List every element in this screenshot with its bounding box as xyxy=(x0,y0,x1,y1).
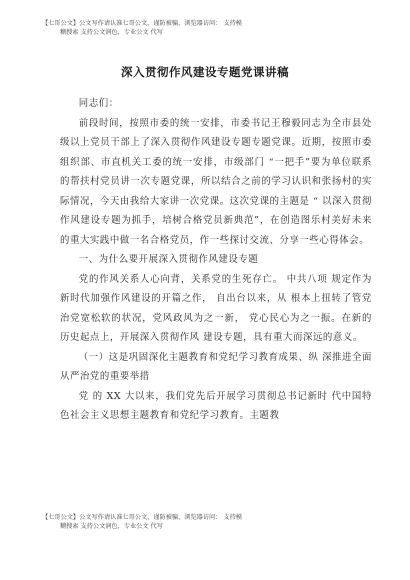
body-paragraph: 党 的 XX 大以来，我们党先后开展学习贯彻总书记新时 代中国特色社会主义思想主题教育和党纪学习教育。主题教 xyxy=(60,390,372,421)
document-body xyxy=(60,94,372,426)
salutation: 同志们： xyxy=(78,98,119,109)
subsection-heading-1: （一）这是巩固深化主题教育和党纪学习教育成果、纵 深推进全面从严治党的重要举措 xyxy=(60,351,372,382)
page-footer-notice xyxy=(42,513,380,531)
body-paragraph: 党的作风关系人心向背，关系党的生死存亡。 中共八项 规定作为新时代加强作风建设的开篇之作， 自出台以来，从 根本上扭转了管党治党宽松软的状况，党风政风为之一新， 党心民心为之一振。在新的历史起点上，开展深入贯彻作风 建设专题，具有重大而深远的意义。 xyxy=(60,273,372,343)
footer-line-1: 【七哥公文】公文写作请认准七哥公文，谨防被骗，浏览器访问： 支持模 xyxy=(42,514,242,521)
footer-line-2: 糊搜索 支持公文润色，专业公文 代写 xyxy=(60,523,163,530)
document-title: 深入贯彻作风建设专题党课讲稿 xyxy=(121,65,289,79)
page-header-notice xyxy=(42,19,380,37)
header-line-1: 【七哥公文】公文写作请认准七哥公文，谨防被骗，浏览器访问： 支持模 xyxy=(42,20,242,27)
intro-paragraph: 前段时间，按照市委的统一安排，市委书记王穆毅同志为全市县处级以上党员干部上了深入贯彻作风建设专题专题党课。近期，按照市委组织部、市直机关工委的统一安排，市级部门 “一把手”要为单位联系的帮扶村党员讲一次专题党课，所以结合之前的学习认识和张扬村的实际情况，今天由我给大家讲一次党课。这次党课的主题是 “ 以深入贯彻作风建设专题为抓手，培树合格党员新典范”，在创造图乐村美好未来的重大实践中做一名合格党员，作一些探讨交流、分享一些心得体会。 xyxy=(60,117,372,246)
header-line-2: 糊搜索 支持公文润色，专业公文 代写 xyxy=(60,29,163,36)
section-heading-1: 一、为什么要开展深入贯彻作风建设专题 xyxy=(78,254,259,265)
